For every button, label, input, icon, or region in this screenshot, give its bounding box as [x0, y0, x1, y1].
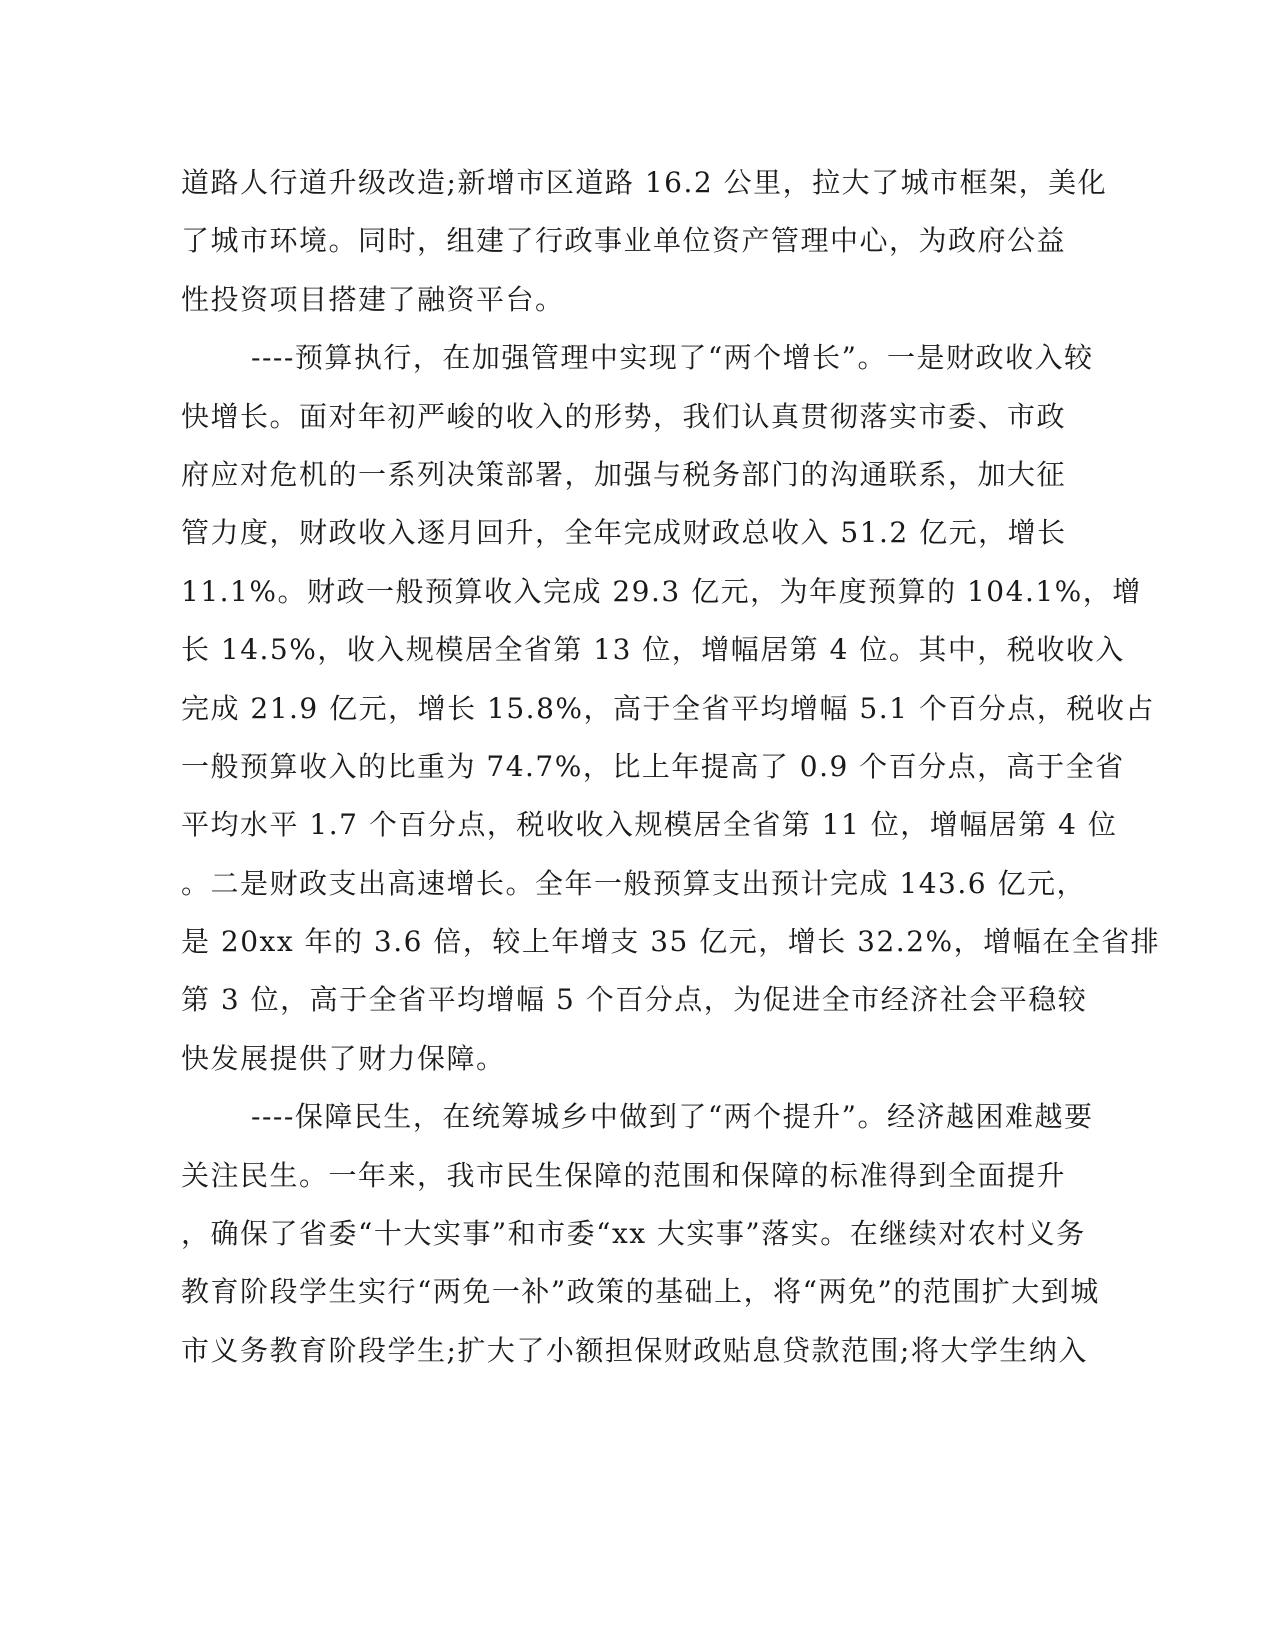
body-text	[181, 154, 1161, 1380]
text-line: 平均水平 1.7 个百分点，税收收入规模居全省第 11 位，增幅居第 4 位	[181, 808, 1118, 842]
text-line: 快发展提供了财力保障。	[181, 1041, 506, 1075]
text-line: 市义务教育阶段学生;扩大了小额担保财政贴息贷款范围;将大学生纳入	[181, 1333, 1088, 1367]
text-line: 了城市环境。同时，组建了行政事业单位资产管理中心，为政府公益	[181, 224, 1067, 258]
text-line: ----预算执行，在加强管理中实现了“两个增长”。一是财政收入较	[251, 341, 1094, 375]
text-line: 完成 21.9 亿元，增长 15.8%，高于全省平均增幅 5.1 个百分点，税收占	[181, 691, 1155, 725]
text-line: ，确保了省委“十大实事”和市委“xx 大实事”落实。在继续对农村义务	[181, 1217, 1086, 1251]
text-line: 府应对危机的一系列决策部署，加强与税务部门的沟通联系，加大征	[181, 457, 1067, 491]
text-line: 。二是财政支出高速增长。全年一般预算支出预计完成 143.6 亿元，	[181, 866, 1086, 900]
text-line: 一般预算收入的比重为 74.7%，比上年提高了 0.9 个百分点，高于全省	[181, 749, 1125, 783]
text-line: 教育阶段学生实行“两免一补”政策的基础上，将“两免”的范围扩大到城	[181, 1275, 1100, 1309]
text-line: 第 3 位，高于全省平均增幅 5 个百分点，为促进全市经济社会平稳较	[181, 983, 1088, 1017]
text-line: 11.1%。财政一般预算收入完成 29.3 亿元，为年度预算的 104.1%，增	[181, 574, 1142, 608]
text-line: 管力度，财政收入逐月回升，全年完成财政总收入 51.2 亿元，增长	[181, 516, 1067, 550]
text-line: 长 14.5%，收入规模居全省第 13 位，增幅居第 4 位。其中，税收收入	[181, 633, 1125, 667]
text-line: 快增长。面对年初严峻的收入的形势，我们认真贯彻落实市委、市政	[181, 399, 1067, 433]
text-line: ----保障民生，在统筹城乡中做到了“两个提升”。经济越困难越要	[251, 1100, 1094, 1134]
text-line: 性投资项目搭建了融资平台。	[181, 282, 565, 316]
text-line: 是 20xx 年的 3.6 倍，较上年增支 35 亿元，增长 32.2%，增幅在全省排	[181, 925, 1161, 959]
text-line: 关注民生。一年来，我市民生保障的范围和保障的标准得到全面提升	[181, 1158, 1067, 1192]
text-line: 道路人行道升级改造;新增市区道路 16.2 公里，拉大了城市框架，美化	[181, 166, 1108, 199]
